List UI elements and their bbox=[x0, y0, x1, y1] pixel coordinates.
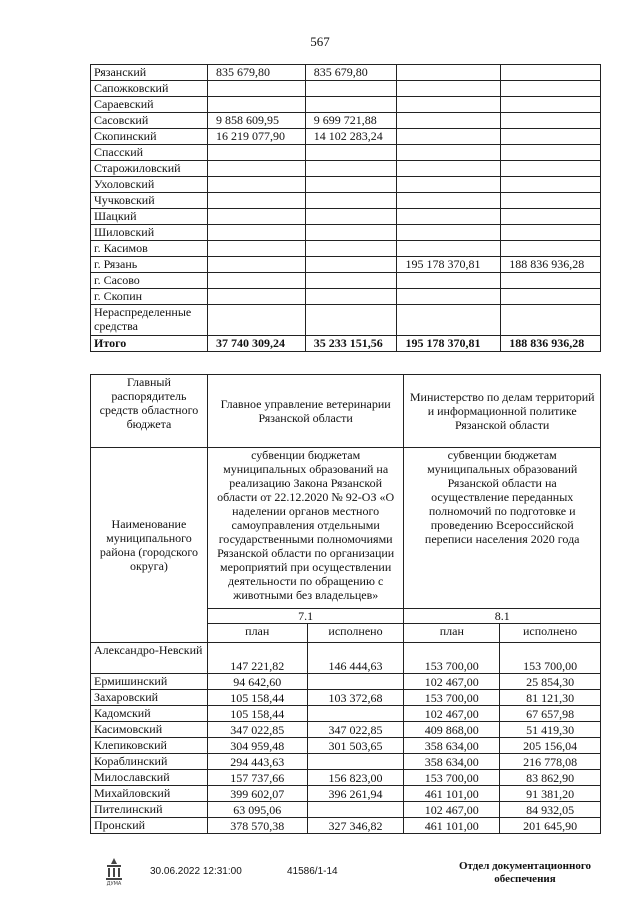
value-cell bbox=[501, 145, 601, 161]
value-cell: 9 699 721,88 bbox=[305, 113, 397, 129]
value-cell bbox=[397, 209, 501, 225]
municipality-name: Шиловский bbox=[91, 225, 208, 241]
value-cell bbox=[307, 674, 404, 690]
value-cell: 378 570,38 bbox=[207, 818, 307, 834]
municipality-name: Кадомский bbox=[91, 706, 208, 722]
municipality-name: Сапожковский bbox=[91, 81, 208, 97]
table-row bbox=[91, 145, 601, 161]
value-cell: 94 642,60 bbox=[207, 674, 307, 690]
value-cell: 347 022,85 bbox=[207, 722, 307, 738]
col-done-2: исполнено bbox=[500, 624, 601, 643]
duma-logo bbox=[103, 856, 125, 886]
value-cell: 91 381,20 bbox=[500, 786, 601, 802]
value-cell bbox=[501, 177, 601, 193]
value-cell bbox=[207, 193, 305, 209]
value-cell bbox=[307, 802, 404, 818]
municipality-name: Итого bbox=[91, 336, 208, 352]
municipality-name: Пителинский bbox=[91, 802, 208, 818]
municipality-name: Скопинский bbox=[91, 129, 208, 145]
value-cell: 105 158,44 bbox=[207, 706, 307, 722]
value-cell bbox=[501, 97, 601, 113]
value-cell: 153 700,00 bbox=[404, 690, 500, 706]
value-cell: 835 679,80 bbox=[207, 65, 305, 81]
value-cell bbox=[305, 257, 397, 273]
value-cell: 195 178 370,81 bbox=[397, 336, 501, 352]
table-row bbox=[91, 770, 601, 786]
value-cell bbox=[305, 81, 397, 97]
value-cell: 146 444,63 bbox=[307, 643, 404, 674]
value-cell: 461 101,00 bbox=[404, 818, 500, 834]
municipality-name: Чучковский bbox=[91, 193, 208, 209]
municipality-name: Михайловский bbox=[91, 786, 208, 802]
value-cell: 358 634,00 bbox=[404, 754, 500, 770]
value-cell: 83 862,90 bbox=[500, 770, 601, 786]
municipality-name: Александро-Невский bbox=[91, 643, 208, 674]
value-cell bbox=[207, 305, 305, 336]
header-main-distributor: Главный распорядитель средств областного бюджета bbox=[91, 375, 208, 448]
table-row bbox=[91, 754, 601, 770]
table-row bbox=[91, 161, 601, 177]
table-row bbox=[91, 305, 601, 336]
value-cell bbox=[305, 305, 397, 336]
footer-doc-number: 41586/1-14 bbox=[287, 866, 338, 877]
header-org-ministry: Министерство по делам территорий и информационной политике Рязанской области bbox=[404, 375, 601, 448]
value-cell bbox=[501, 209, 601, 225]
municipality-name: Милославский bbox=[91, 770, 208, 786]
municipality-name: Спасский bbox=[91, 145, 208, 161]
table-row bbox=[91, 706, 601, 722]
municipality-name: Рязанский bbox=[91, 65, 208, 81]
table-row bbox=[91, 802, 601, 818]
table-row bbox=[91, 97, 601, 113]
value-cell: 14 102 283,24 bbox=[305, 129, 397, 145]
value-cell bbox=[501, 193, 601, 209]
value-cell: 304 959,48 bbox=[207, 738, 307, 754]
value-cell bbox=[501, 305, 601, 336]
value-cell: 195 178 370,81 bbox=[397, 257, 501, 273]
value-cell bbox=[307, 706, 404, 722]
col-plan-2: план bbox=[404, 624, 500, 643]
value-cell bbox=[501, 65, 601, 81]
value-cell bbox=[207, 177, 305, 193]
municipality-name: Ухоловский bbox=[91, 177, 208, 193]
value-cell bbox=[397, 225, 501, 241]
value-cell bbox=[305, 289, 397, 305]
table-row bbox=[91, 65, 601, 81]
municipality-name: Шацкий bbox=[91, 209, 208, 225]
value-cell: 301 503,65 bbox=[307, 738, 404, 754]
value-cell bbox=[397, 129, 501, 145]
value-cell bbox=[397, 65, 501, 81]
value-cell: 216 778,08 bbox=[500, 754, 601, 770]
table-row bbox=[91, 257, 601, 273]
value-cell: 51 419,30 bbox=[500, 722, 601, 738]
value-cell: 205 156,04 bbox=[500, 738, 601, 754]
value-cell: 84 932,05 bbox=[500, 802, 601, 818]
value-cell: 35 233 151,56 bbox=[305, 336, 397, 352]
municipality-name: Захаровский bbox=[91, 690, 208, 706]
municipality-name: Клепиковский bbox=[91, 738, 208, 754]
value-cell: 37 740 309,24 bbox=[207, 336, 305, 352]
table-row bbox=[91, 336, 601, 352]
value-cell: 25 854,30 bbox=[500, 674, 601, 690]
value-cell: 396 261,94 bbox=[307, 786, 404, 802]
value-cell: 9 858 609,95 bbox=[207, 113, 305, 129]
value-cell: 105 158,44 bbox=[207, 690, 307, 706]
value-cell bbox=[305, 209, 397, 225]
value-cell bbox=[501, 273, 601, 289]
value-cell bbox=[397, 177, 501, 193]
value-cell bbox=[207, 97, 305, 113]
value-cell bbox=[501, 241, 601, 257]
value-cell: 409 868,00 bbox=[404, 722, 500, 738]
table-row bbox=[91, 738, 601, 754]
value-cell bbox=[397, 145, 501, 161]
table-row bbox=[91, 674, 601, 690]
municipality-name: г. Скопин bbox=[91, 289, 208, 305]
budget-table-1 bbox=[90, 64, 601, 352]
value-cell bbox=[305, 241, 397, 257]
code-7-1: 7.1 bbox=[207, 609, 404, 624]
header-subsidy-veterinary: субвенции бюджетам муниципальных образований на реализацию Закона Рязанской области от 22.12.2020 № 92-ОЗ «О наделении органов местного самоуправления отдельными государственными полномочиями Рязанской области по организации мероприятий при осуществлении деятельности по обращению с животными без владельцев» bbox=[207, 448, 404, 609]
value-cell: 102 467,00 bbox=[404, 706, 500, 722]
municipality-name: Пронский bbox=[91, 818, 208, 834]
value-cell bbox=[501, 113, 601, 129]
value-cell: 157 737,66 bbox=[207, 770, 307, 786]
table-row bbox=[91, 193, 601, 209]
budget-table-2 bbox=[90, 374, 601, 834]
value-cell: 188 836 936,28 bbox=[501, 336, 601, 352]
municipality-name: Кораблинский bbox=[91, 754, 208, 770]
municipality-name: Касимовский bbox=[91, 722, 208, 738]
value-cell bbox=[305, 97, 397, 113]
value-cell bbox=[501, 129, 601, 145]
table-row bbox=[91, 818, 601, 834]
municipality-name: Ермишинский bbox=[91, 674, 208, 690]
table-row bbox=[91, 209, 601, 225]
value-cell bbox=[501, 225, 601, 241]
value-cell bbox=[397, 113, 501, 129]
footer-department: Отдел документационного обеспечения bbox=[458, 860, 592, 885]
value-cell: 327 346,82 bbox=[307, 818, 404, 834]
municipality-name: Старожиловский bbox=[91, 161, 208, 177]
value-cell: 399 602,07 bbox=[207, 786, 307, 802]
value-cell bbox=[207, 225, 305, 241]
table-row bbox=[91, 81, 601, 97]
table-row bbox=[91, 225, 601, 241]
value-cell: 835 679,80 bbox=[305, 65, 397, 81]
value-cell bbox=[397, 289, 501, 305]
value-cell bbox=[397, 273, 501, 289]
header-org-veterinary: Главное управление ветеринарии Рязанской области bbox=[207, 375, 404, 448]
value-cell: 461 101,00 bbox=[404, 786, 500, 802]
table-row bbox=[91, 786, 601, 802]
value-cell: 153 700,00 bbox=[404, 770, 500, 786]
col-plan-1: план bbox=[207, 624, 307, 643]
value-cell bbox=[207, 81, 305, 97]
value-cell bbox=[305, 145, 397, 161]
footer-timestamp: 30.06.2022 12:31:00 bbox=[150, 866, 242, 877]
value-cell bbox=[207, 257, 305, 273]
value-cell bbox=[501, 289, 601, 305]
logo-text: ДУМА bbox=[106, 881, 122, 886]
value-cell bbox=[207, 209, 305, 225]
value-cell bbox=[397, 81, 501, 97]
value-cell: 156 823,00 bbox=[307, 770, 404, 786]
value-cell bbox=[207, 241, 305, 257]
value-cell: 294 443,63 bbox=[207, 754, 307, 770]
col-done-1: исполнено bbox=[307, 624, 404, 643]
table-row bbox=[91, 129, 601, 145]
municipality-name: г. Сасово bbox=[91, 273, 208, 289]
table-row bbox=[91, 722, 601, 738]
value-cell bbox=[207, 161, 305, 177]
value-cell bbox=[307, 754, 404, 770]
value-cell: 147 221,82 bbox=[207, 643, 307, 674]
value-cell bbox=[501, 161, 601, 177]
value-cell bbox=[305, 193, 397, 209]
header-subsidy-census: субвенции бюджетам муниципальных образований Рязанской области на осуществление переданных полномочий по подготовке и проведению Всероссийской переписи населения 2020 года bbox=[404, 448, 601, 609]
value-cell bbox=[207, 145, 305, 161]
municipality-name: Нераспределенные средства bbox=[91, 305, 208, 336]
value-cell bbox=[305, 225, 397, 241]
table-row bbox=[91, 113, 601, 129]
value-cell bbox=[397, 241, 501, 257]
value-cell: 153 700,00 bbox=[500, 643, 601, 674]
value-cell: 102 467,00 bbox=[404, 802, 500, 818]
municipality-name: г. Рязань bbox=[91, 257, 208, 273]
value-cell: 16 219 077,90 bbox=[207, 129, 305, 145]
value-cell: 358 634,00 bbox=[404, 738, 500, 754]
table-row bbox=[91, 241, 601, 257]
value-cell: 81 121,30 bbox=[500, 690, 601, 706]
code-8-1: 8.1 bbox=[404, 609, 601, 624]
value-cell: 63 095,06 bbox=[207, 802, 307, 818]
municipality-name: Сараевский bbox=[91, 97, 208, 113]
table-row bbox=[91, 690, 601, 706]
value-cell bbox=[305, 177, 397, 193]
value-cell bbox=[397, 161, 501, 177]
value-cell: 347 022,85 bbox=[307, 722, 404, 738]
value-cell: 153 700,00 bbox=[404, 643, 500, 674]
value-cell bbox=[397, 193, 501, 209]
municipality-name: г. Касимов bbox=[91, 241, 208, 257]
page-number: 567 bbox=[310, 34, 330, 49]
table-row bbox=[91, 177, 601, 193]
value-cell: 67 657,98 bbox=[500, 706, 601, 722]
value-cell bbox=[397, 305, 501, 336]
value-cell: 103 372,68 bbox=[307, 690, 404, 706]
value-cell bbox=[397, 97, 501, 113]
value-cell bbox=[501, 81, 601, 97]
table-row bbox=[91, 289, 601, 305]
value-cell bbox=[305, 273, 397, 289]
header-municipality-name: Наименование муниципального района (городского округа) bbox=[91, 448, 208, 643]
value-cell bbox=[207, 289, 305, 305]
value-cell: 102 467,00 bbox=[404, 674, 500, 690]
value-cell: 201 645,90 bbox=[500, 818, 601, 834]
value-cell: 188 836 936,28 bbox=[501, 257, 601, 273]
municipality-name: Сасовский bbox=[91, 113, 208, 129]
value-cell bbox=[305, 161, 397, 177]
table-row bbox=[91, 643, 601, 674]
value-cell bbox=[207, 273, 305, 289]
table-row bbox=[91, 273, 601, 289]
